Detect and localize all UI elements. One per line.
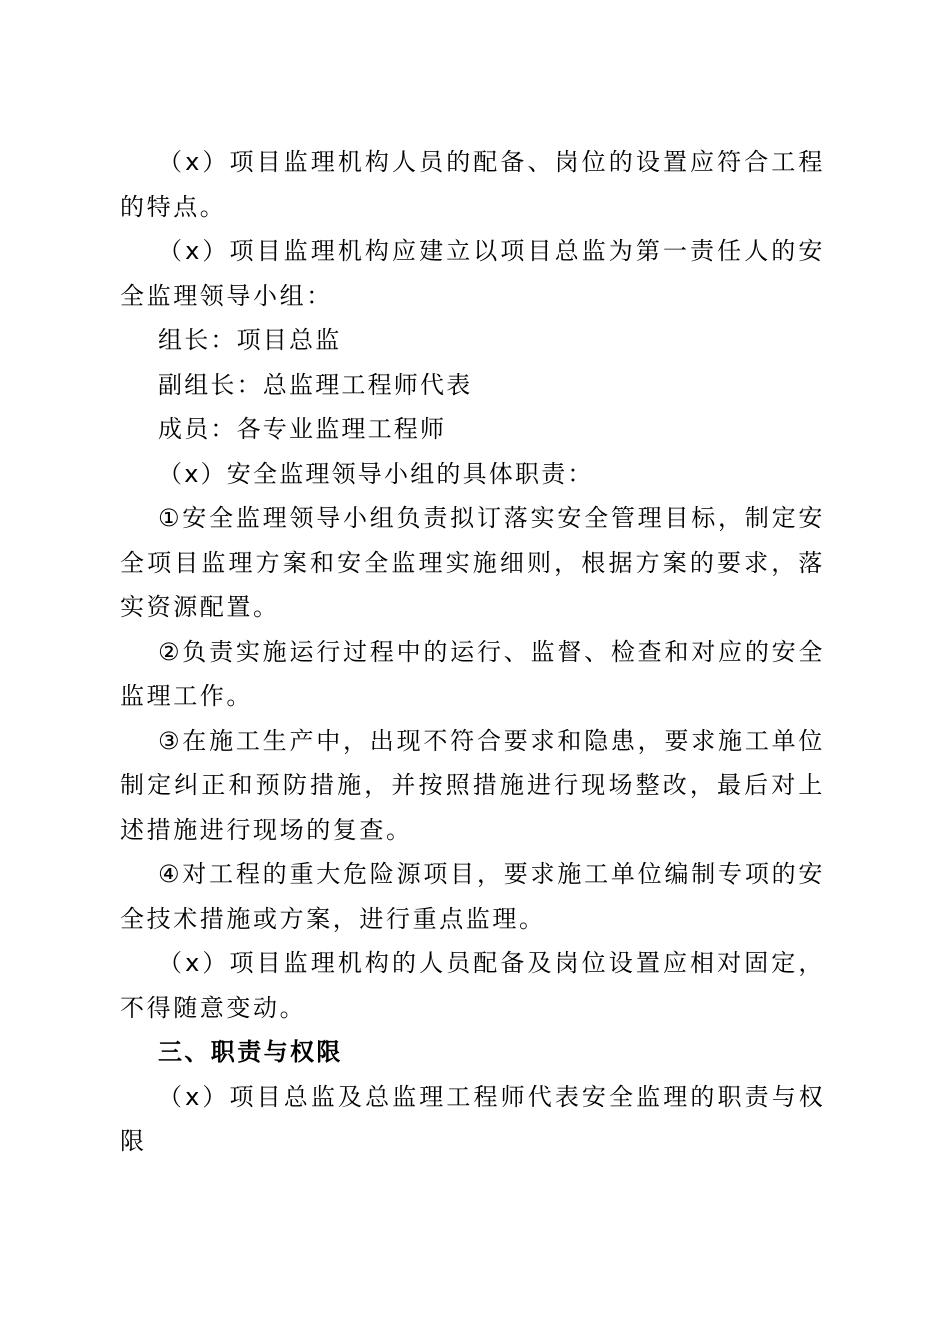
paragraph-duty-3: ③在施工生产中，出现不符合要求和隐患，要求施工单位制定纠正和预防措施，并按照措施进行现场整改，最后对上述措施进行现场的复查。 (120, 726, 825, 844)
paragraph-deputy-leader: 副组长：总监理工程师代表 (158, 370, 473, 399)
section-heading: 三、职责与权限 (158, 1038, 343, 1066)
paragraph-duty-2: ②负责实施运行过程中的运行、监督、检查和对应的安全监理工作。 (120, 637, 825, 710)
paragraph-members: 成员：各专业监理工程师 (158, 415, 447, 443)
document-body (120, 140, 825, 1164)
paragraph-trailing: （x）项目总监及总监理工程师代表安全监理的职责与权限 (120, 1082, 825, 1155)
paragraph-staffing: （x）项目监理机构人员的配备、岗位的设置应符合工程的特点。 (120, 148, 825, 221)
paragraph-group-leader: 组长：项目总监 (158, 326, 342, 354)
paragraph-duties-intro: （x）安全监理领导小组的具体职责： (158, 459, 594, 488)
paragraph-duty-1: ①安全监理领导小组负责拟订落实安全管理目标，制定安全项目监理方案和安全监理实施细则，根据方案的要求，落实资源配置。 (120, 504, 825, 621)
paragraph-duty-4: ④对工程的重大危险源项目，要求施工单位编制专项的安全技术措施或方案，进行重点监理。 (120, 860, 825, 933)
paragraph-staff-stability: （x）项目监理机构的人员配备及岗位设置应相对固定，不得随意变动。 (120, 949, 825, 1022)
paragraph-leadership-group: （x）项目监理机构应建立以项目总监为第一责任人的安全监理领导小组： (120, 237, 825, 310)
